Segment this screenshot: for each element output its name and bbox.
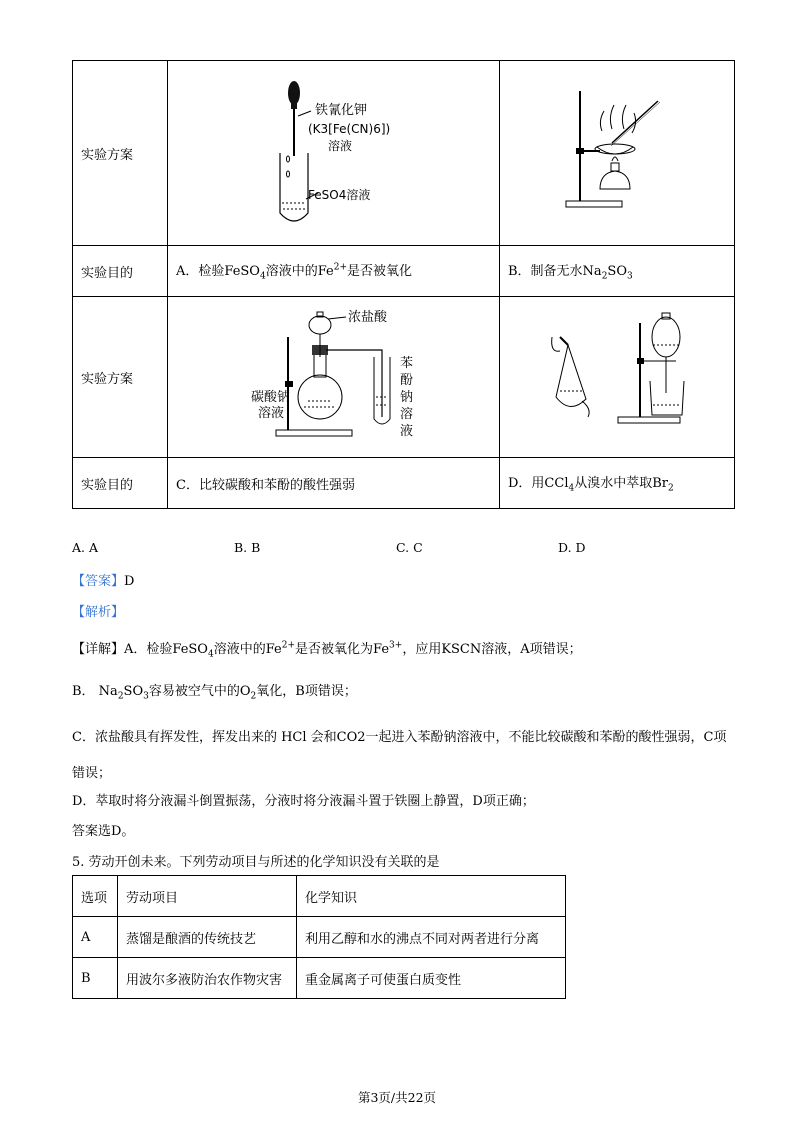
figC-flask-label-2: 溶液 [258, 406, 285, 421]
option-b-purpose: B．制备无水$Na_2SO_3$ [500, 246, 735, 297]
figure-cell-c [168, 297, 500, 458]
detail-b: B． $Na_2SO_3$容易被空气中的$O_2$氧化，B项错误； [72, 684, 357, 702]
q5-stem: 5. 劳动开创未来。下列劳动项目与所述的化学知识没有关联的是 [72, 855, 440, 870]
q5-table [72, 875, 566, 999]
q5-row-a-knowledge: 利用乙醇和水的沸点不同对两者进行分离 [297, 917, 566, 958]
figC-acid: 浓盐酸 [348, 310, 388, 325]
analysis-tag: 【解析】 [72, 605, 125, 620]
detail-conclusion: 答案选D。 [72, 824, 135, 839]
row-label-purpose-2: 实验目的 [73, 458, 168, 509]
q5-row-b-knowledge: 重金属离子可使蛋白质变性 [297, 958, 566, 999]
row-label-scheme-2: 实验方案 [73, 297, 168, 458]
answer-value: D [124, 574, 135, 589]
q5-header-labor: 劳动项目 [118, 876, 297, 917]
choice-a[interactable]: A. A [72, 540, 99, 555]
table-row [73, 917, 566, 958]
figA-reagent-3: 溶液 [328, 139, 353, 153]
figure-c-co2-apparatus [168, 297, 499, 453]
q5-row-a-option: A [73, 917, 118, 958]
figA-reagent-1: 铁氰化钾 [315, 103, 368, 118]
figC-tube-label: 苯酚钠溶液 [400, 356, 414, 439]
choice-c[interactable]: C. C [396, 540, 423, 555]
figure-d-separatory-funnel [500, 297, 734, 453]
figure-b-evaporating-dish [500, 61, 734, 241]
experiment-table [72, 60, 735, 509]
option-d-purpose: D．用CCl$_4$从溴水中萃取$Br_2$ [500, 458, 735, 509]
q5-header-knowledge: 化学知识 [297, 876, 566, 917]
detail-tag: 【详解】 [72, 642, 125, 657]
row-label-scheme-1: 实验方案 [73, 61, 168, 246]
figA-reagent-2: (K3[Fe(CN)6]) [308, 122, 391, 136]
figC-flask-label-1: 碳酸钠 [251, 390, 291, 405]
q5-header-option: 选项 [73, 876, 118, 917]
figure-cell-b [500, 61, 735, 246]
q5-row-a-labor: 蒸馏是酿酒的传统技艺 [118, 917, 297, 958]
detail-c: C．浓盐酸具有挥发性，挥发出来的 HCl 会和CO2一起进入苯酚钠溶液中，不能比较碳酸和苯酚的酸性强弱，C项错误； [72, 730, 727, 781]
option-c-purpose: C．比较碳酸和苯酚的酸性强弱 [168, 458, 500, 509]
table-row [73, 958, 566, 999]
answer-line [72, 570, 134, 589]
option-a-purpose: A．检验FeSO$_4$溶液中的$Fe^{2+}$是否被氧化 [168, 246, 500, 297]
page-footer: 第3页/共22页 [357, 1090, 437, 1105]
detail-a: 【详解】A．检验FeSO$_4$溶液中的$Fe^{2+}$是否被氧化为$Fe^{3+}$，应用KSCN溶液，A项错误； [72, 640, 582, 660]
choice-d[interactable]: D. D [558, 540, 586, 555]
detail-d: D．萃取时将分液漏斗倒置振荡，分液时将分液漏斗置于铁圈上静置，D项正确； [72, 794, 535, 809]
q5-row-b-labor: 用波尔多液防治农作物灾害 [118, 958, 297, 999]
figure-cell-d [500, 297, 735, 458]
answer-tag: 【答案】 [72, 574, 125, 589]
row-label-purpose-1: 实验目的 [73, 246, 168, 297]
figure-a-tube-dropper [168, 61, 499, 241]
figA-solution: FeSO4溶液 [308, 188, 371, 202]
q5-row-b-option: B [73, 958, 118, 999]
figure-cell-a [168, 61, 500, 246]
choice-b[interactable]: B. B [234, 540, 261, 555]
